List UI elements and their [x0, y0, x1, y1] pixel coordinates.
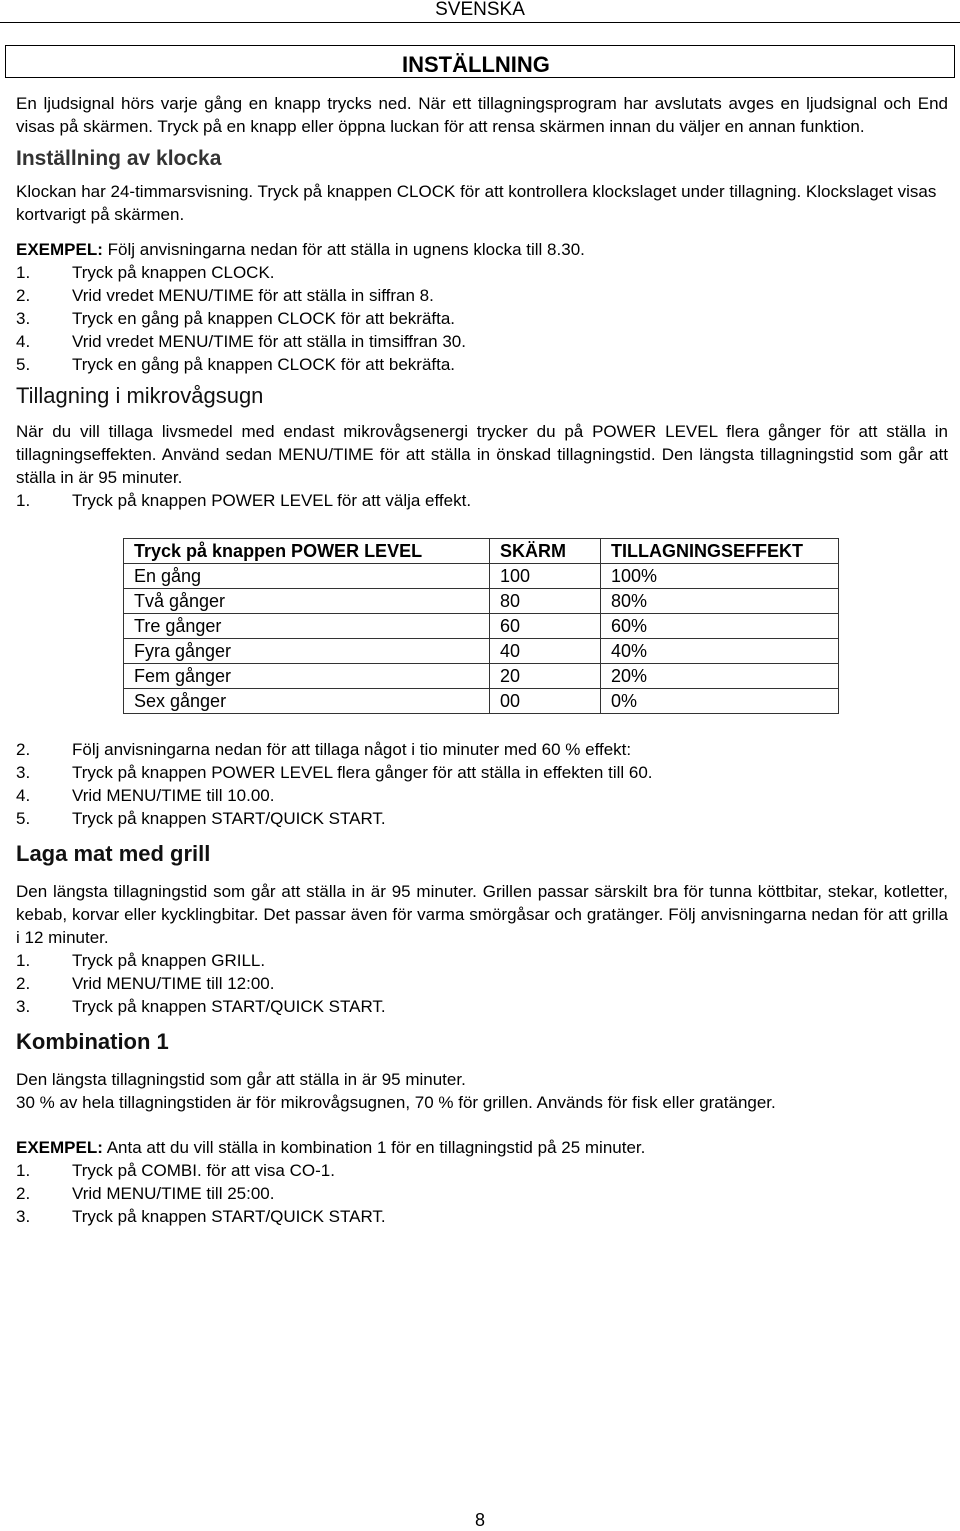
- list-item: [16, 1205, 948, 1228]
- table-cell: 20: [490, 664, 601, 689]
- column-header: SKÄRM: [490, 539, 601, 564]
- list-item: [16, 761, 948, 784]
- table-header-row: [124, 539, 839, 564]
- list-item: [16, 995, 948, 1018]
- step-number: 1.: [16, 1161, 31, 1180]
- list-item: [16, 330, 948, 353]
- microwave-paragraph: När du vill tillaga livsmedel med endast mikrovågsenergi trycker du på POWER LEVEL flera gånger för att ställa in tillagningseffekten. Använd sedan MENU/TIME för att ställa in önskad tillagningstid. Den längsta tillagningstid som går att ställa in är 95 minuter.: [16, 422, 948, 487]
- table-cell: 60%: [601, 614, 839, 639]
- step-number: 1.: [16, 951, 31, 970]
- page-title: INSTÄLLNING: [402, 52, 550, 77]
- microwave-steps: [16, 738, 948, 830]
- microwave-heading: Tillagning i mikrovågsugn: [16, 383, 264, 408]
- step-number: 3.: [16, 763, 31, 782]
- list-item: [16, 353, 948, 376]
- intro-paragraph: En ljudsignal hörs varje gång en knapp trycks ned. När ett tillagningsprogram har avslutats avges en ljudsignal och End visas på skärmen. Tryck på en knapp eller öppna luckan för att rensa skärmen innan du väljer en annan funktion.: [16, 94, 948, 136]
- power-level-table-wrap: [123, 538, 948, 714]
- step-number: 2.: [16, 740, 31, 759]
- step-number: 3.: [16, 309, 31, 328]
- column-header: Tryck på knappen POWER LEVEL: [124, 539, 490, 564]
- step-number: 3.: [16, 997, 31, 1016]
- combination-steps: [16, 1159, 948, 1228]
- step-number: 5.: [16, 355, 31, 374]
- grill-heading: Laga mat med grill: [16, 841, 211, 866]
- table-row: [124, 564, 839, 589]
- step-text: Tryck på knappen POWER LEVEL för att välja effekt.: [72, 491, 472, 510]
- list-item: [16, 1159, 948, 1182]
- step-text: Tryck på knappen CLOCK.: [72, 263, 275, 282]
- step-number: 5.: [16, 809, 31, 828]
- step-text: Vrid MENU/TIME till 12:00.: [72, 974, 275, 993]
- column-header: TILLAGNINGSEFFEKT: [601, 539, 839, 564]
- table-cell: 0%: [601, 689, 839, 714]
- step-number: 1.: [16, 263, 31, 282]
- table-row: [124, 614, 839, 639]
- table-cell: 00: [490, 689, 601, 714]
- example-label: EXEMPEL:: [16, 240, 103, 259]
- combination-example: [16, 1136, 948, 1159]
- table-row: [124, 589, 839, 614]
- content: [16, 92, 948, 1228]
- spacer: [16, 226, 948, 238]
- table-cell: Sex gånger: [124, 689, 490, 714]
- grill-paragraph: Den längsta tillagningstid som går att ställa in är 95 minuter. Grillen passar särskilt bra för tunna köttbitar, stekar, kotletter, kebab, korvar eller kycklingbitar. Det passar även för varma smörgåsar och gratänger. Följ anvisningarna nedan för att grilla i 12 minuter.: [16, 882, 948, 947]
- list-item: [16, 1182, 948, 1205]
- clock-steps: [16, 261, 948, 376]
- table-cell: 80%: [601, 589, 839, 614]
- list-item: [16, 738, 948, 761]
- list-item: [16, 807, 948, 830]
- table-row: [124, 689, 839, 714]
- example-label: EXEMPEL:: [16, 1138, 103, 1157]
- page-number: 8: [474, 1510, 485, 1530]
- step-number: 4.: [16, 786, 31, 805]
- table-row: [124, 639, 839, 664]
- table-cell: 100: [490, 564, 601, 589]
- step-text: Följ anvisningarna nedan för att tillaga något i tio minuter med 60 % effekt:: [72, 740, 632, 759]
- step-number: 3.: [16, 1207, 31, 1226]
- microwave-step-1: [16, 489, 948, 512]
- step-text: Tryck på knappen START/QUICK START.: [72, 809, 386, 828]
- example-text: Följ anvisningarna nedan för att ställa in ugnens klocka till 8.30.: [107, 240, 585, 259]
- step-text: Tryck på knappen START/QUICK START.: [72, 1207, 386, 1226]
- combination-paragraph-2: 30 % av hela tillagningstiden är för mikrovågsugnen, 70 % för grillen. Används för fisk eller gratänger.: [16, 1093, 776, 1112]
- step-text: Vrid MENU/TIME till 10.00.: [72, 786, 275, 805]
- power-level-table: [123, 538, 839, 714]
- table-cell: En gång: [124, 564, 490, 589]
- step-text: Vrid MENU/TIME till 25:00.: [72, 1184, 275, 1203]
- table-cell: Två gånger: [124, 589, 490, 614]
- table-cell: 40: [490, 639, 601, 664]
- list-item: [16, 284, 948, 307]
- header-rule: [0, 22, 960, 23]
- table-row: [124, 664, 839, 689]
- step-number: 2.: [16, 974, 31, 993]
- list-item: [16, 261, 948, 284]
- table-cell: Tre gånger: [124, 614, 490, 639]
- step-text: Tryck på knappen GRILL.: [72, 951, 266, 970]
- clock-heading: Inställning av klocka: [16, 147, 222, 170]
- combination-heading: Kombination 1: [16, 1029, 169, 1054]
- clock-paragraph: Klockan har 24-timmarsvisning. Tryck på knappen CLOCK för att kontrollera klockslaget under tillagning. Klockslaget visas kortvarigt på skärmen.: [16, 182, 937, 224]
- clock-example: [16, 238, 948, 261]
- table-cell: 80: [490, 589, 601, 614]
- table-cell: 20%: [601, 664, 839, 689]
- example-text: Anta att du vill ställa in kombination 1 för en tillagningstid på 25 minuter.: [106, 1138, 646, 1157]
- table-cell: Fem gånger: [124, 664, 490, 689]
- step-number: 4.: [16, 332, 31, 351]
- step-text: Vrid vredet MENU/TIME för att ställa in timsiffran 30.: [72, 332, 466, 351]
- step-text: Tryck på COMBI. för att visa CO-1.: [72, 1161, 335, 1180]
- combination-paragraph-1: Den längsta tillagningstid som går att ställa in är 95 minuter.: [16, 1070, 466, 1089]
- language-header: SVENSKA: [435, 0, 525, 20]
- step-number: 2.: [16, 1184, 31, 1203]
- table-cell: 60: [490, 614, 601, 639]
- list-item: [16, 949, 948, 972]
- step-text: Vrid vredet MENU/TIME för att ställa in siffran 8.: [72, 286, 434, 305]
- list-item: [16, 972, 948, 995]
- spacer: [16, 1114, 948, 1136]
- table-cell: Fyra gånger: [124, 639, 490, 664]
- step-text: Tryck en gång på knappen CLOCK för att bekräfta.: [72, 355, 456, 374]
- list-item: [16, 489, 948, 512]
- list-item: [16, 307, 948, 330]
- step-number: 2.: [16, 286, 31, 305]
- list-item: [16, 784, 948, 807]
- step-text: Tryck en gång på knappen CLOCK för att bekräfta.: [72, 309, 456, 328]
- grill-steps: [16, 949, 948, 1018]
- table-cell: 40%: [601, 639, 839, 664]
- step-text: Tryck på knappen START/QUICK START.: [72, 997, 386, 1016]
- step-number: 1.: [16, 491, 31, 510]
- step-text: Tryck på knappen POWER LEVEL flera gånger för att ställa in effekten till 60.: [72, 763, 653, 782]
- table-cell: 100%: [601, 564, 839, 589]
